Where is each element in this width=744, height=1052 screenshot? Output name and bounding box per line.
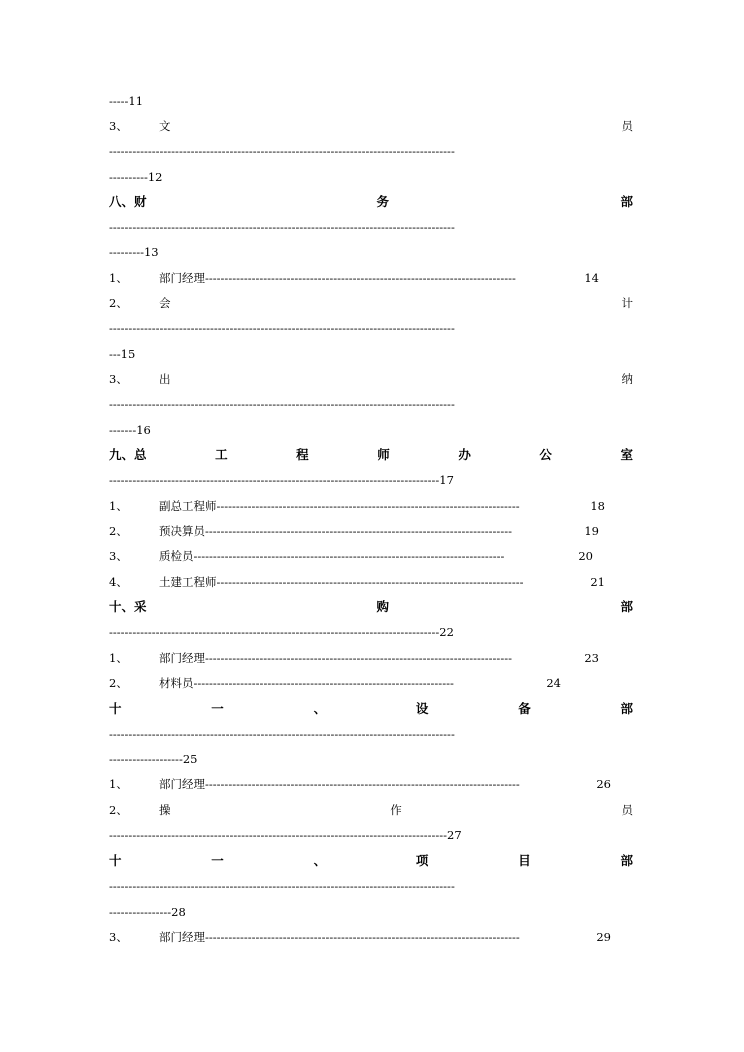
toc-dash-page: ---------------------------------------------------------------------------------------27 [109, 828, 462, 842]
toc-text: -----11 [109, 94, 144, 108]
toc-entry: 1、 副总工程师 ------------------------------------------------------------------------------ 18 [109, 499, 605, 513]
toc-dash-line: ----------------------------------------------------------------------------------------- [109, 144, 455, 158]
toc-entry: 2、 预决算员 ------------------------------------------------------------------------------- 19 [109, 524, 599, 538]
toc-entry-clerk [109, 116, 633, 136]
toc-section-purchasing: 十、采 购 部 [109, 599, 633, 614]
toc-dash-page: ----------12 [109, 170, 163, 184]
toc-section-equipment: 十 一 、 设 备 部 [109, 701, 633, 716]
section-char: 务 [376, 194, 390, 209]
toc-section-chief-engineer: 九、总 工 程 师 办 公 室 [109, 447, 633, 462]
toc-dash-page: -------------------------------------------------------------------------------------22 [109, 625, 454, 639]
toc-entry: 3、 质检员 -------------------------------------------------------------------------------- 20 [109, 549, 593, 563]
toc-dash-page: ---------13 [109, 245, 159, 259]
toc-dash-page: -------16 [109, 423, 151, 437]
entry-char: 文 [159, 119, 171, 133]
toc-entry: 1、 部门经理 --------------------------------------------------------------------------------- 26 [109, 777, 611, 791]
toc-entry: 1、 部门经理 ------------------------------------------------------------------------------- 23 [109, 651, 599, 665]
toc-dash-page: -------------------------------------------------------------------------------------17 [109, 473, 454, 487]
toc-dash-line: ----------------------------------------------------------------------------------------- [109, 727, 455, 741]
toc-entry-accountant: 2、 会 计 [109, 296, 633, 310]
toc-section-project: 十 一 、 项 目 部 [109, 853, 633, 868]
toc-dash-line: ----------------------------------------------------------------------------------------- [109, 220, 455, 234]
toc-dash-page: ---15 [109, 347, 136, 361]
toc-entry: 3、 部门经理 --------------------------------------------------------------------------------- 29 [109, 930, 611, 944]
toc-dash-continuation [109, 91, 633, 111]
toc-dash-line: ----------------------------------------------------------------------------------------- [109, 397, 455, 411]
toc-dash-line: ----------------------------------------------------------------------------------------- [109, 879, 455, 893]
toc-entry: 4、 土建工程师 ------------------------------------------------------------------------------- 21 [109, 575, 605, 589]
toc-dash-line: ----------------------------------------------------------------------------------------- [109, 321, 455, 335]
toc-entry-operator: 2、 操 作 员 [109, 803, 633, 817]
toc-entry: 2、 材料员 ------------------------------------------------------------------- 24 [109, 676, 561, 690]
entry-number: 3、 [109, 119, 128, 133]
toc-entry: 1、 部门经理 -------------------------------------------------------------------------------- 14 [109, 271, 599, 285]
section-number: 八、财 [109, 194, 147, 209]
section-char: 部 [620, 194, 633, 209]
toc-entry-cashier: 3、 出 纳 [109, 372, 633, 386]
entry-char: 员 [621, 119, 633, 133]
toc-dash-page: ----------------28 [109, 905, 186, 919]
toc-dash-page: -------------------25 [109, 752, 198, 766]
toc-section-finance [109, 192, 633, 212]
